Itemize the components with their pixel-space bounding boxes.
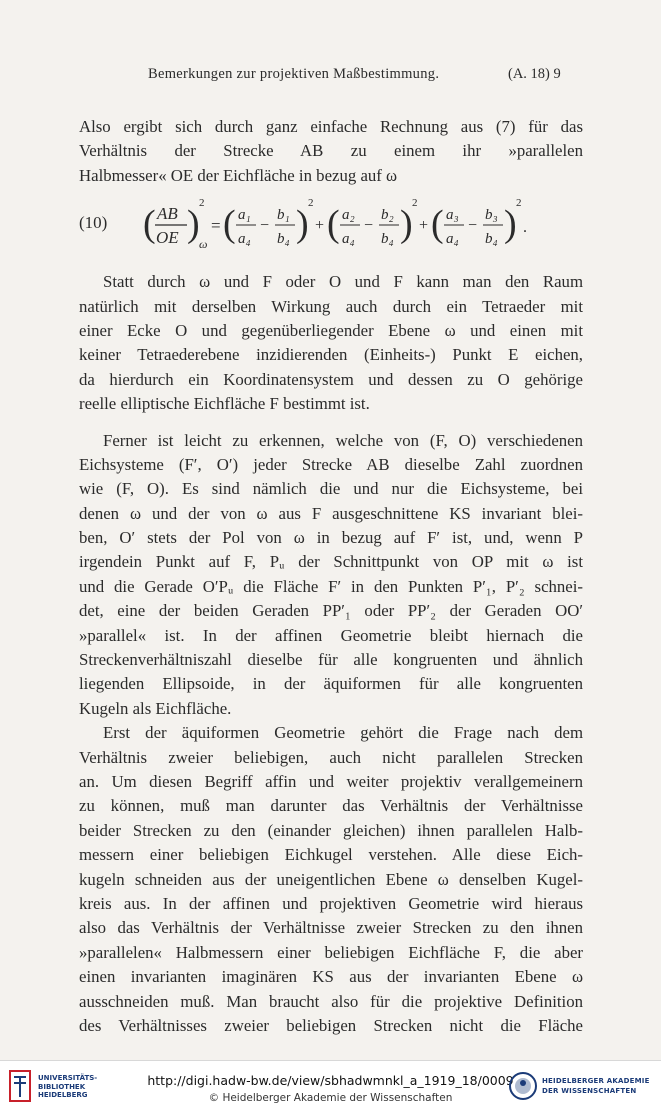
text-line: Halbmesser« OE der Eichfläche in bezug auf ω [79,165,398,185]
term1-b-den: b₄ [277,231,290,248]
paren-close: ) [504,203,517,246]
text-line: natürlich mit derselben Wirkung auch durch ein Tetraeder mit [79,296,583,316]
text-line: Verhältnis zweier beliebigen, auch nicht parallelen Strecken [79,747,583,767]
academy-logo [508,1067,658,1105]
text-line: ben, O′ stets der Pol von ω in bezug auf F′ ist, und, wenn P [79,528,583,548]
paren-open: ( [327,203,340,246]
text-line: Streckenverhältniszahl dieselbe für alle kongruenten und ähnlich [79,650,583,670]
exponent-2: 2 [199,197,205,210]
page-reference: (A. 18) 9 [508,66,561,82]
term1-a-den: a₄ [238,231,251,248]
copyright-notice: © Heidelberger Akademie der Wissenschaften [208,1092,453,1104]
term3-a-num: a₃ [446,207,459,224]
text-line: ausschneiden muß. Man braucht also für die projektive Definition [79,991,583,1011]
running-header [0,66,661,88]
academy-logo-text: HEIDELBERGER AKADEMIE DER WISSENSCHAFTEN [542,1077,650,1095]
footer-bar [0,1060,661,1110]
paragraph-3 [79,429,583,722]
text-line: wie (F, O). Es sind nämlich die und nur die Eichsysteme, bei [79,479,583,499]
paren-open: ( [223,203,236,246]
minus-sign: − [260,217,270,235]
exponent-2: 2 [516,197,522,210]
paren-open: ( [143,203,156,246]
paren-close: ) [187,203,200,246]
text-line: Also ergibt sich durch ganz einfache Rechnung aus (7) für das [79,117,583,136]
equation-formula [143,188,563,268]
term2-a-den: a₄ [342,231,355,248]
text-line: einer Ecke O und gegenüberliegender Ebene ω und einen mit [79,320,583,340]
text-line: kreis aus. In der affinen und projektiven Geometrie wird hieraus [79,893,583,913]
text-line: kugeln schneiden aus der uneigentlichen Ebene ω denselben Kugel- [79,869,583,889]
term1-a-num: a₁ [238,207,251,224]
text-line: einen invarianten imaginären KS aus der invarianten Ebene ω [79,967,583,987]
lhs-subscript: ω [199,237,208,252]
text-line: Erst der äquiformen Geometrie gehört die Frage nach dem [103,723,583,743]
paragraph-2 [79,270,583,416]
running-title: Bemerkungen zur projektiven Maßbestimmung. [148,66,440,82]
text-line: zu können, muß man darunter das Verhältnis der Verhältnisse [79,796,583,816]
term2-b-den: b₄ [381,231,394,248]
period: . [523,219,527,237]
text-line: Ferner ist leicht zu erkennen, welche von (F, O) verschiedenen [103,430,583,450]
text-line: »parallel« ist. In der affinen Geometrie bleibt hiernach die [79,625,583,645]
text-line: an. Um diesen Begriff affin und weiter projektiv verallgemeinern [79,771,583,791]
text-line: beider Strecken zu den (einander gleichen) ihnen parallelen Halb- [79,820,583,840]
plus-sign: + [315,217,325,235]
text-line: des Verhältnisses zweier beliebigen Strecken nicht die Fläche [79,1015,583,1035]
text-line: da hierdurch ein Koordinatensystem und dessen zu O gehörige [79,369,583,389]
paren-close: ) [400,203,413,246]
paren-open: ( [431,203,444,246]
text-line: liegenden Ellipsoide, in der äquiformen für alle kongruenten [79,674,583,694]
page-body [79,115,583,1038]
equation-number: (10) [79,213,108,233]
text-line: Kugeln als Eichfläche. [79,698,232,718]
term3-b-den: b₄ [485,231,498,248]
text-line: Statt durch ω und F oder O und F kann man den Raum [103,272,583,292]
paragraph-gap [79,417,583,429]
lhs-numerator: AB [157,204,178,224]
equals-sign: = [211,216,221,236]
minus-sign: − [364,217,374,235]
equation-10 [79,188,583,270]
text-line: »parallelen« Halbmessern einer beliebigen Eichfläche F, die aber [79,942,583,962]
text-line: Eichsysteme (F′, O′) jeder Strecke AB dieselbe Zahl zuordnen [79,454,583,474]
exponent-2: 2 [412,197,418,210]
term3-b-num: b₃ [485,207,498,224]
text-line: also das Verhältnis der Verhältnisse zweier Strecken zu den ihnen [79,918,583,938]
text-line: denen ω und der von ω aus F ausgeschnittene KS invariant blei- [79,503,583,523]
text-line: irgendein Punkt auf F, Pᵤ der Schnittpunkt von OP mit ω ist [79,552,583,572]
paragraph-4 [79,721,583,1038]
lhs-denominator: OE [156,228,179,248]
library-logo-text: UNIVERSITÄTS- BIBLIOTHEK HEIDELBERG [38,1074,98,1099]
text-line: und die Gerade O′Pᵤ die Fläche F′ in den Punkten P′₁, P′₂ schnei- [79,576,583,596]
text-line: keiner Tetraederebene inzidierenden (Einheits-) Punkt E eichen, [79,345,583,365]
term1-b-num: b₁ [277,207,290,224]
term3-a-den: a₄ [446,231,459,248]
plus-sign: + [419,217,429,235]
paren-close: ) [296,203,309,246]
permalink-url[interactable]: http://digi.hadw-bw.de/view/sbhadwmnkl_a_1919_18/0009 [147,1073,514,1088]
text-line: reelle elliptische Eichfläche F bestimmt ist. [79,394,370,414]
minus-sign: − [468,217,478,235]
text-line: det, eine der beiden Geraden PP′₁ oder PP′₂ der Geraden OO′ [79,601,583,621]
exponent-2: 2 [308,197,314,210]
term2-a-num: a₂ [342,207,355,224]
term2-b-num: b₂ [381,207,394,224]
text-line: messern einer beliebigen Eichkugel verstehen. Alle diese Eich- [79,845,583,865]
paragraph-1 [79,115,583,188]
text-line: Verhältnis der Strecke AB zu einem ihr »parallelen [79,141,583,161]
academy-seal-icon [508,1071,538,1101]
